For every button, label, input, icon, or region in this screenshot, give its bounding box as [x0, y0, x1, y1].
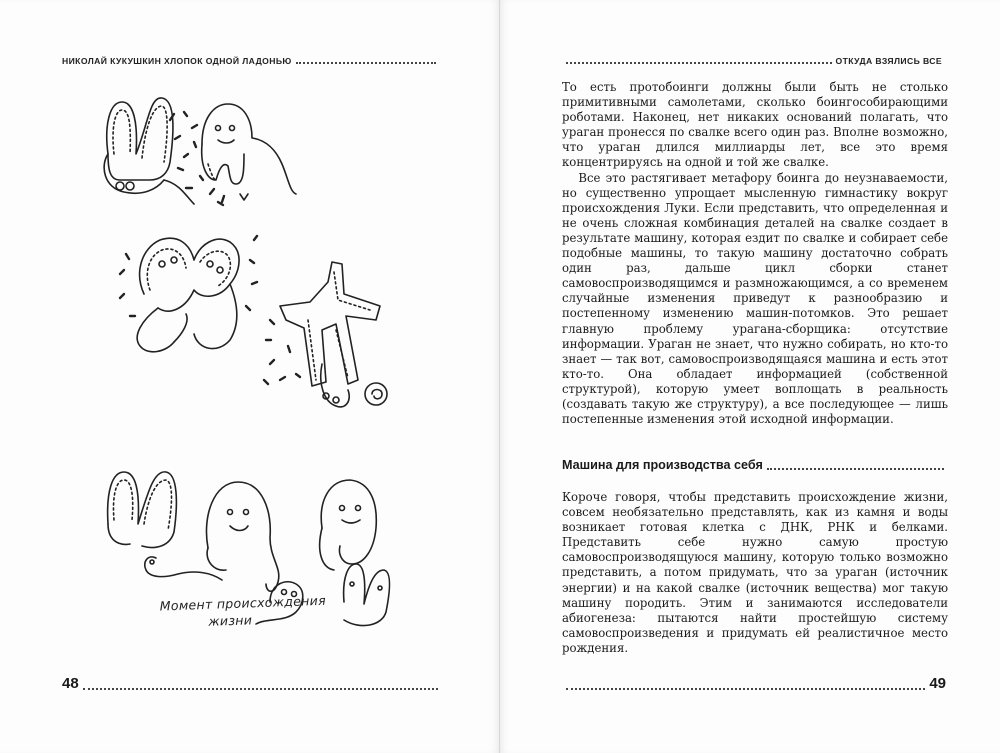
right-footer [562, 672, 946, 692]
paragraph: То есть протобоинги должны были быть не столько примитивными самолетами, сколько боингособирающими роботами. Наконец, нет никаких оснований полагать, что ураган пронесся по свалке всего один раз. Вполне возможно, что ураган длился миллиарды лет, все это время концентрируясь на одной и той же свалке. [562, 80, 948, 170]
body-text-section [562, 490, 948, 656]
running-head-dotted-rule [566, 62, 832, 64]
paragraph: Короче говоря, чтобы представить происхождение жизни, совсем необязательно представлять, как из камня и воды возникает готовая клетка с ДНК, РНК и белками. Представить себе нужно самую простую самовоспроизводящуюся машину, которую только возможно представить, а потом придумать, что за ураган (источник энергии) и на какой свалке (источник вещества) мог такую машину породить. Этим и занимаются исследователи абиогенеза: пытаются найти простейшую систему самовоспроизведения и придумать ей реалистичное место рождения. [562, 490, 948, 655]
right-running-head-text: ОТКУДА ВЗЯЛИСЬ ВСЕ [835, 56, 942, 66]
section-dotted-rule [767, 468, 944, 470]
section-title: Машина для производства себя [562, 458, 763, 472]
caption-line-2: жизни [208, 612, 253, 629]
blob-creatures-illustration [90, 84, 410, 644]
section-heading [562, 458, 948, 472]
left-running-head-text: НИКОЛАЙ КУКУШКИН ХЛОПОК ОДНОЙ ЛАДОНЬЮ [62, 56, 292, 66]
right-page-number: 49 [929, 675, 946, 692]
left-footer [62, 672, 442, 692]
right-page [500, 0, 1000, 753]
creature-cross [264, 262, 387, 407]
footer-dotted-rule [566, 688, 925, 690]
creature-group-top [104, 98, 296, 205]
caption-line-1: Момент происхождения [159, 592, 327, 614]
left-page-number: 48 [62, 675, 79, 692]
right-running-head [562, 52, 942, 66]
running-head-dotted-rule [296, 62, 436, 64]
footer-dotted-rule [83, 688, 438, 690]
left-running-head [62, 52, 440, 66]
illustration-caption [159, 591, 360, 632]
body-text-top [562, 80, 948, 427]
creature-group-middle [120, 236, 257, 352]
paragraph: Все это растягивает метафору боинга до неузнаваемости, но существенно упрощает мысленную гимнастику вокруг происхождения Луки. Если представить, что определенная и не очень сложная комбинация деталей на свалке создает в результате машину, которая ездит по свалке и собирает себе подобные машины, то такую машину достаточно собрать один раз, дальше цикл сборки станет самовоспроизводящимся и размножающимся, а со временем случайные изменения приведут к разнообразию и постепенному изменению машин-потомков. Это решает главную проблему урагана-сборщика: отсутствие информации. Ураган не знает, что нужно собирать, но кто-то знает — так вот, самовоспроизводящаяся машина и есть этот кто-то. Она обладает информацией (собственной структурой), которую умеет воплощать в реальность (создавать такую же структуру), а все последующее — лишь постепенные изменения этой исходной информации. [562, 170, 948, 427]
